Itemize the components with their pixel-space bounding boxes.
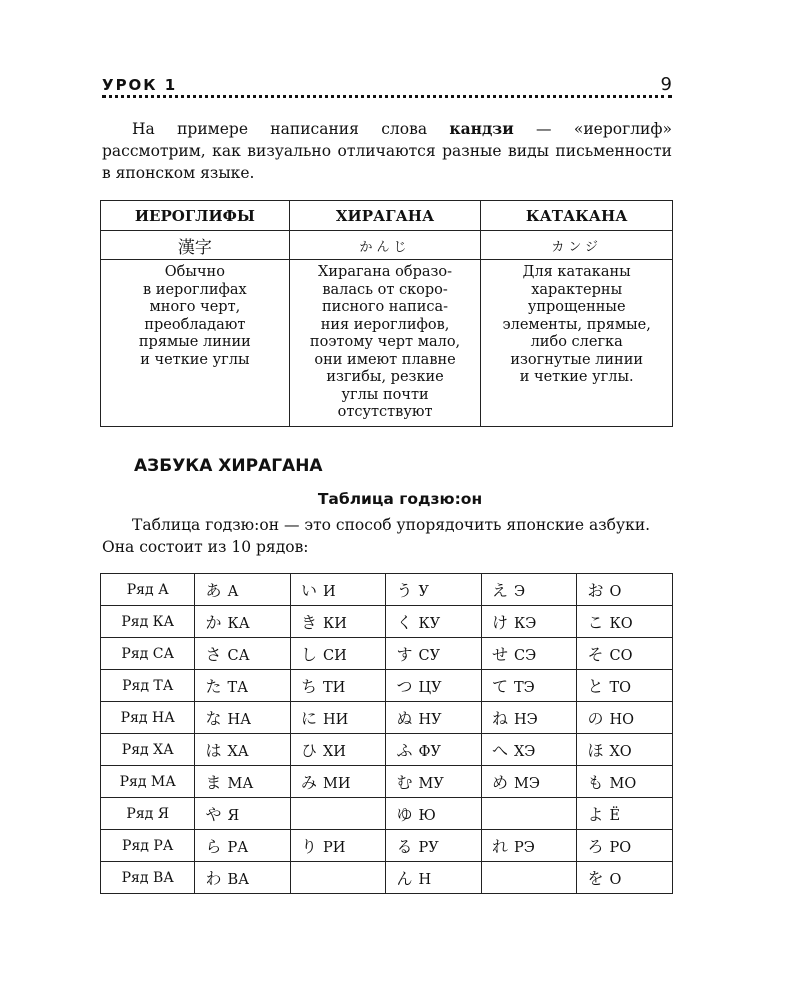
dotted-divider [102,95,672,98]
table-row [101,702,673,734]
kana-char: し [300,645,317,664]
kana-cell [481,606,577,638]
kana-reading: ФУ [418,744,441,760]
kana-reading: НИ [322,712,349,728]
kana-cell [290,638,386,670]
kana-cell [386,702,482,734]
kana-reading: СУ [418,648,441,664]
kana-cell [290,766,386,798]
description-line: изгибы, резкие [326,369,444,385]
kana-cell [290,830,386,862]
description-line: прямые линии [138,334,251,350]
kana-reading: ХА [227,744,249,760]
row-label: Ряд А [101,574,195,606]
table-row [101,798,673,830]
gojuon-intro-text: Таблица годзю:он — это способ упорядочить японские азбуки. Она состоит из 10 рядов: [102,516,651,556]
kana-reading: СЭ [513,648,537,664]
kana-reading: РУ [418,840,439,856]
kana-reading: МО [609,776,637,792]
kana-reading: КУ [418,616,441,632]
lesson-title: УРОК 1 [102,76,178,94]
row-label: Ряд КА [101,606,195,638]
kana-reading: МА [227,776,254,792]
kana-reading: И [322,584,336,600]
kana-cell [290,734,386,766]
description-line: в иероглифах [143,281,247,298]
description-line: поэтому черт мало, [309,334,461,350]
header-kanji: ИЕРОГЛИФЫ [101,201,290,231]
gojuon-table [100,573,673,894]
kana-reading: НЭ [513,712,538,728]
kana-char: む [396,773,413,792]
kana-char: ん [396,869,413,888]
kana-reading: СА [227,648,250,664]
kana-reading: КИ [322,616,347,632]
description-line: углы почти [341,386,429,403]
row-label: Ряд ХА [101,734,195,766]
table-row [101,670,673,702]
kana-cell [481,734,577,766]
description-line: характерны [531,281,623,298]
kana-char: め [491,773,508,792]
description-kanji [101,260,290,427]
kana-cell [195,574,291,606]
section-title: АЗБУКА ХИРАГАНА [134,456,323,476]
kana-reading: О [609,584,622,600]
kana-cell [386,798,482,830]
kana-char: は [205,741,222,760]
row-label: Ряд РА [101,830,195,862]
kana-reading: РЭ [513,840,535,856]
kana-char: ふ [396,741,413,760]
kana-reading: КЭ [513,616,537,632]
kana-reading: РИ [322,840,346,856]
kana-reading: ЦУ [418,680,442,696]
kana-cell [386,830,482,862]
kana-cell [481,670,577,702]
description-katakana [481,260,673,427]
kana-cell [577,606,673,638]
kana-reading: МУ [418,776,444,792]
kana-reading: МИ [322,776,351,792]
kana-char: れ [491,837,508,856]
kana-char: や [205,805,222,824]
kana-reading: Я [227,808,240,824]
kana-char: ろ [587,837,604,856]
kana-char: ほ [587,741,604,760]
kana-cell [577,862,673,894]
example-katakana: カンジ [481,231,673,260]
kana-cell [195,798,291,830]
kana-cell [195,862,291,894]
kana-cell [386,766,482,798]
kana-reading: ХО [609,744,632,760]
description-line: и четкие углы [140,351,250,368]
kana-char: き [300,613,317,632]
example-kanji: 漢字 [101,231,290,260]
kana-reading: НУ [418,712,442,728]
kana-cell [386,638,482,670]
kana-cell [577,574,673,606]
kana-reading: Ю [418,808,436,824]
kana-char: わ [205,869,222,888]
kana-char: て [491,677,508,696]
kana-char: る [396,837,413,856]
kana-cell [577,670,673,702]
kana-reading: Н [418,872,432,888]
kana-reading: Ё [609,808,621,824]
sub-title: Таблица годзю:он [317,490,483,508]
kana-char: す [396,645,413,664]
kana-char: お [587,581,604,600]
kana-char: を [587,869,604,888]
kana-cell [195,766,291,798]
kana-reading: ВА [227,872,250,888]
table-header-row [101,201,673,231]
kana-char: よ [587,805,604,824]
kana-cell [481,574,577,606]
kana-cell [481,798,577,830]
row-label: Ряд МА [101,766,195,798]
kana-char: ね [491,709,508,728]
kana-reading: СО [609,648,633,664]
table-row [101,734,673,766]
kana-char: さ [205,645,222,664]
kana-cell [290,670,386,702]
kana-reading: КО [609,616,633,632]
kana-reading: НО [609,712,635,728]
kana-cell [290,862,386,894]
kana-reading: О [609,872,622,888]
kana-reading: КА [227,616,250,632]
kana-char: な [205,709,222,728]
table-row [101,574,673,606]
row-label: Ряд ВА [101,862,195,894]
kana-char: か [205,613,222,632]
page-number: 9 [660,74,672,95]
description-line: и четкие углы. [519,369,634,385]
kana-char: け [491,613,508,632]
kana-cell [290,702,386,734]
row-label: Ряд ТА [101,670,195,702]
page-header [102,76,672,98]
row-label: Ряд НА [101,702,195,734]
table-row [101,766,673,798]
kana-char: の [587,709,604,728]
kana-cell [386,734,482,766]
kana-reading: ХИ [322,744,346,760]
kana-cell [386,670,482,702]
kana-cell [577,638,673,670]
kana-cell [386,606,482,638]
kana-cell [195,638,291,670]
kana-char: く [396,613,413,632]
table-row [101,638,673,670]
kana-cell [195,734,291,766]
kana-reading: ТИ [322,680,346,696]
gojuon-intro [102,514,672,558]
row-label: Ряд СА [101,638,195,670]
intro-bold-term: кандзи [449,119,514,138]
kana-reading: ТА [227,680,249,696]
description-line: Обычно [164,264,225,280]
description-line: ния иероглифов, [320,316,450,333]
table-row [101,606,673,638]
description-row [101,260,673,427]
header-katakana: КАТАКАНА [481,201,673,231]
kana-cell [577,702,673,734]
kana-reading: ТЭ [513,680,535,696]
kana-char: に [300,709,317,728]
description-line: упрощенные [527,299,626,315]
description-line: валась от скоро- [322,281,448,298]
kana-cell [195,702,291,734]
description-line: писного написа- [322,299,449,315]
kana-reading: МЭ [513,776,540,792]
kana-cell [195,830,291,862]
table-row [101,862,673,894]
row-label: Ряд Я [101,798,195,830]
kana-cell [577,798,673,830]
kana-cell [290,574,386,606]
kana-reading: Э [513,584,526,600]
kana-cell [195,670,291,702]
description-line: отсутствуют [337,404,433,420]
kana-reading: СИ [322,648,347,664]
kana-cell [195,606,291,638]
kana-char: み [300,773,317,792]
kana-reading: НА [227,712,252,728]
intro-paragraph [102,118,672,184]
kana-char: ぬ [396,709,413,728]
description-line: либо слегка [530,334,623,350]
kana-char: え [491,581,508,600]
kana-cell [290,606,386,638]
kana-char: ち [300,677,317,696]
kana-char: ら [205,837,222,856]
kana-cell [481,766,577,798]
kana-cell [577,734,673,766]
table-row [101,830,673,862]
kana-char: い [300,581,317,600]
kana-cell [481,862,577,894]
kana-char: こ [587,613,604,632]
kana-char: り [300,837,317,856]
kana-char: う [396,581,413,600]
kana-char: へ [491,741,508,760]
kana-char: つ [396,677,413,696]
kana-char: と [587,677,604,696]
description-line: изогнутые линии [510,351,644,368]
intro-text-start: На примере написания слова [132,120,450,138]
kana-reading: ТО [609,680,632,696]
kana-char: た [205,677,222,696]
kana-cell [481,638,577,670]
kana-reading: У [418,584,429,600]
kana-char: せ [491,645,508,664]
kana-char: あ [205,581,222,600]
kana-reading: РО [609,840,632,856]
kana-char: ひ [300,741,317,760]
kana-cell [577,830,673,862]
description-line: много черт, [149,299,241,315]
kana-cell [481,702,577,734]
kana-cell [290,798,386,830]
description-line: преобладают [144,316,246,333]
description-line: Хирагана образо- [318,264,453,280]
intro-text-end: — «иероглиф» рассмотрим, как визуально отличаются разные виды письменности в японском языке. [102,120,673,182]
description-line: элементы, прямые, [502,316,651,333]
kana-reading: РА [227,840,249,856]
kana-char: も [587,773,604,792]
example-row [101,231,673,260]
kana-char: ま [205,773,222,792]
kana-cell [386,574,482,606]
description-line: они имеют плавне [314,351,456,368]
kana-char: ゆ [396,805,413,824]
example-hiragana: かんじ [289,231,481,260]
kana-reading: А [227,584,239,600]
description-line: Для катаканы [522,264,631,280]
kana-cell [577,766,673,798]
kana-reading: ХЭ [513,744,536,760]
writing-systems-table [100,200,673,427]
kana-cell [386,862,482,894]
header-hiragana: ХИРАГАНА [289,201,481,231]
kana-cell [481,830,577,862]
description-hiragana [289,260,481,427]
kana-char: そ [587,645,604,664]
